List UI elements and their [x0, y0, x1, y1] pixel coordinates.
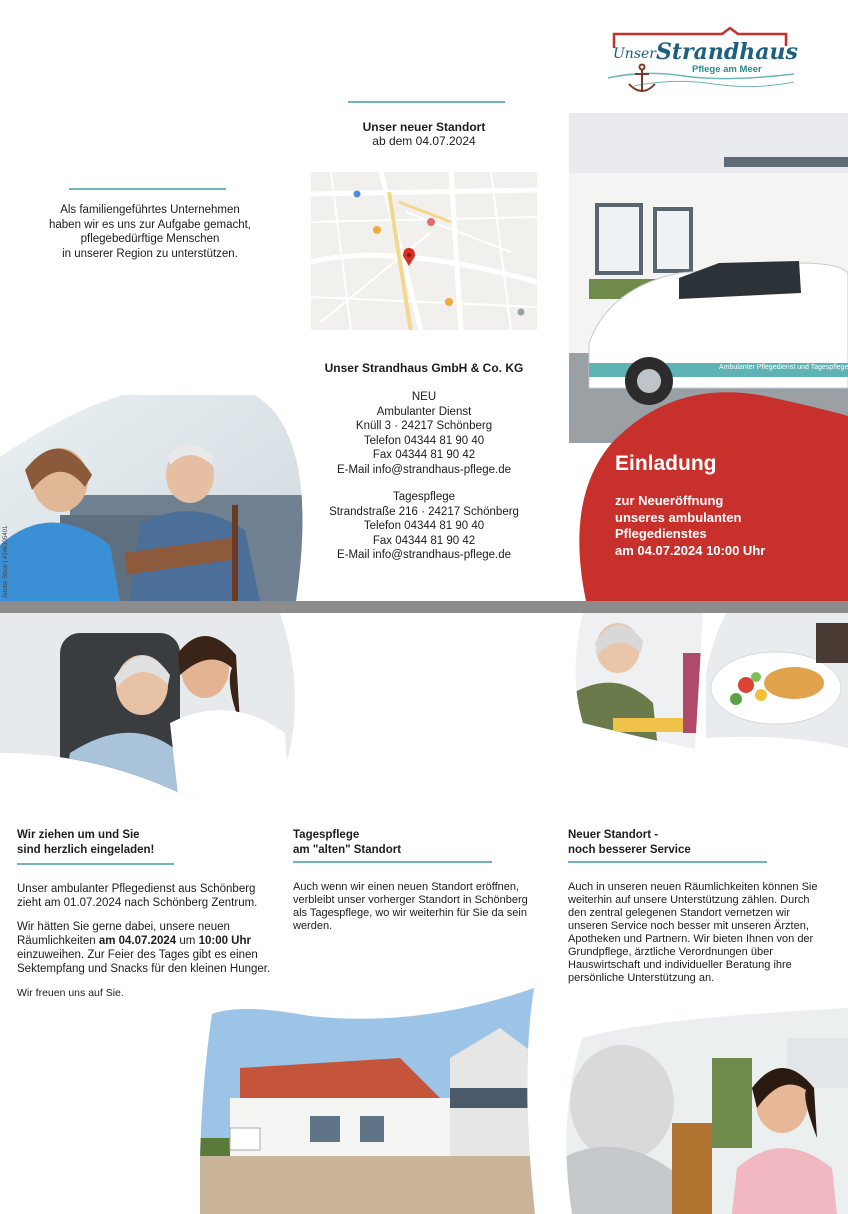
intro-text: Als familiengeführtes Unternehmen haben wir es uns zur Aufgabe gemacht, pflegebedürftige Menschen in unserer Region zu unterstützen.: [48, 204, 251, 260]
col2-body: Auch wenn wir einen neuen Standort eröffnen, verbleibt unser vorherger Standort in Schönberg als Tagespflege, wo wir weiterhin für Sie da sein werden.: [293, 881, 528, 932]
location-title: Unser neuer Standort: [362, 120, 486, 134]
location-heading: [311, 120, 537, 148]
logo: [604, 26, 796, 98]
logo-word-strandhaus: Strandhaus: [656, 39, 798, 65]
invitation-title: Einladung: [615, 452, 717, 475]
col1-rule: [17, 863, 174, 865]
logo-word-unser: Unser: [613, 46, 656, 62]
photo-board-game: [573, 613, 703, 749]
email-link[interactable]: E-Mail info@strandhaus-pflege.de: [336, 549, 512, 561]
col2-rule: [293, 861, 492, 863]
photo-nurse-senior: [0, 395, 305, 601]
photo-caregiver-hug: [0, 613, 302, 813]
location-date: ab dem 04.07.2024: [372, 134, 476, 148]
col1-body: Unser ambulanter Pflegedienst aus Schönberg zieht am 01.07.2024 nach Schönberg Zentrum. Wir hätten Sie gerne dabei, unsere neuen Räumlichkeiten am 04.07.2024 um 10:00 Uhr einzuweihen. Zur Feier des Tages gibt es einen Sektempfang und Snacks für den kleinen Hunger. Wir freuen uns auf Sie.: [17, 883, 271, 999]
col3-body: Auch in unseren neuen Räumlichkeiten können Sie weiterhin auf unsere Unterstützung zählen. Durch den zentral gelegenen Standort vernetzen wir unseren Service noch besser mit unseren Ärzten, Apotheken und Partnern. Wir bieten Ihnen von der Grundpflege, ärztliche Verordnungen über Hauswirtschaft und individueller Beratung ihre persönliche Unterstützung an.: [568, 881, 818, 984]
company-name: Unser Strandhaus GmbH & Co. KG: [324, 361, 524, 375]
col1-heading: Wir ziehen um und Sie sind herzlich eingeladen!: [17, 829, 155, 856]
contact-tagespflege: Tagespflege Strandstraße 216 · 24217 Schönberg Telefon 04344 81 90 40 Fax 04344 81 90 42 E-Mail info@strandhaus-pflege.de: [293, 490, 555, 563]
photo-meal: [706, 613, 848, 748]
intro-rule: [69, 188, 226, 190]
photo-women-table: [562, 1008, 848, 1214]
col3-rule: [568, 861, 767, 863]
col3-heading: Neuer Standort - noch besserer Service: [568, 829, 691, 856]
contact-ambulant: NEU Ambulanter Dienst Knüll 3 · 24217 Schönberg Telefon 04344 81 90 40 Fax 04344 81 90 42 E-Mail info@strandhaus-pflege.de: [293, 390, 555, 477]
fold-divider: [0, 601, 848, 613]
logo-tagline: Pflege am Meer: [692, 64, 762, 75]
invitation-text: zur Neueröffnung unseres ambulanten Pflegedienstes am 04.07.2024 10:00 Uhr: [615, 493, 766, 558]
car-text: Ambulanter Pflegedienst und Tagespflege: [719, 364, 848, 371]
col2-heading: Tagespflege am "alten" Standort: [293, 829, 402, 856]
photo-building: [200, 988, 540, 1214]
email-link[interactable]: E-Mail info@strandhaus-pflege.de: [336, 463, 512, 476]
location-rule: [348, 101, 505, 103]
photo-credit: Adobe Stock | #346305401: [3, 525, 9, 598]
anchor-icon: [629, 65, 655, 92]
location-map[interactable]: [311, 172, 537, 330]
